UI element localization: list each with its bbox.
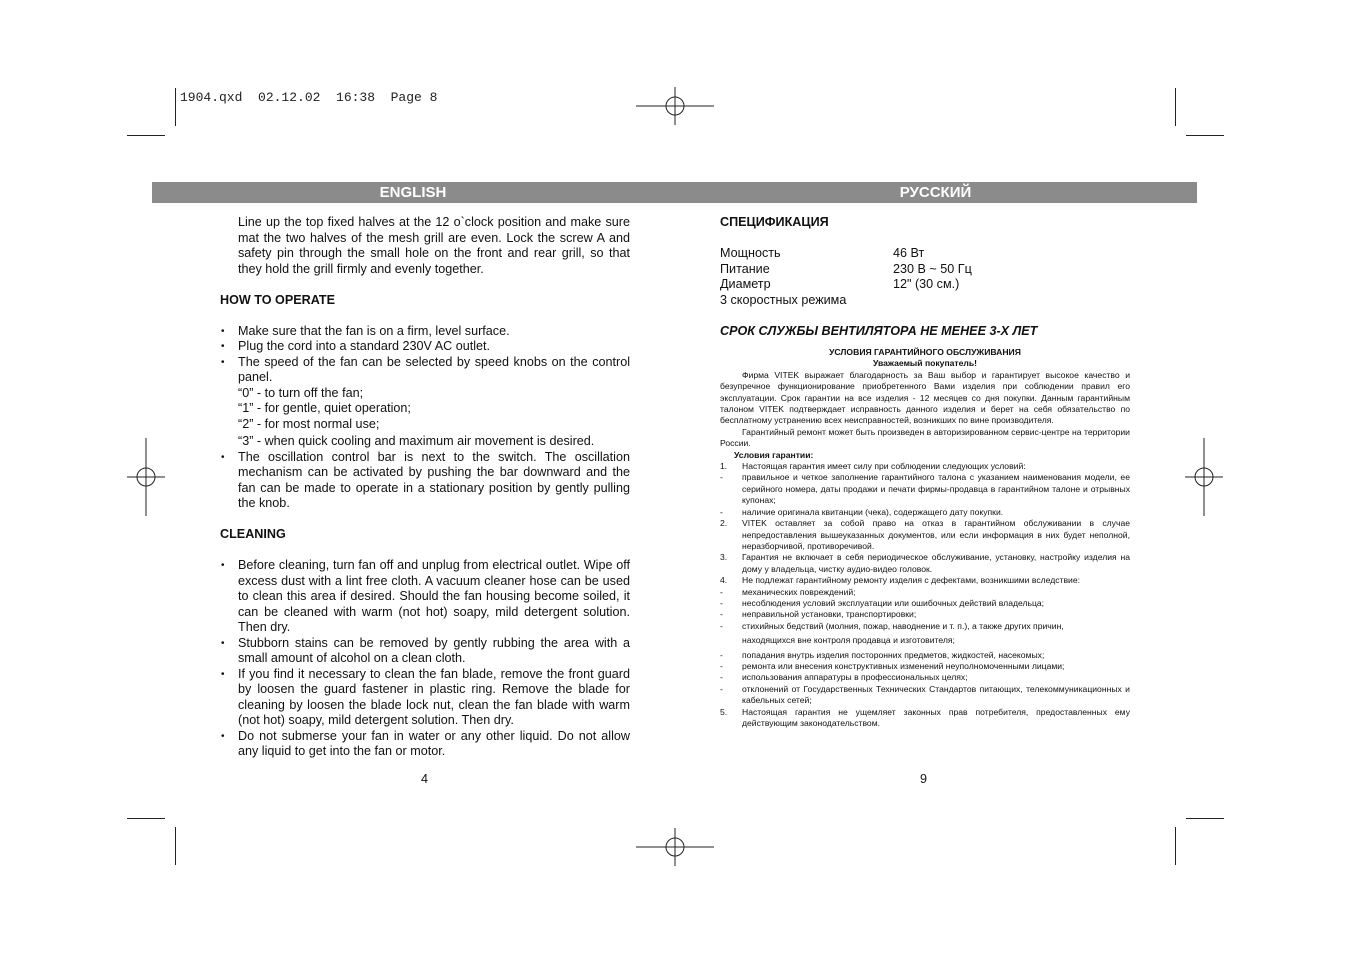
warranty-item: 2. VITEK оставляет за собой право на отказ в гарантийном обслуживании в случае непредоставления вышеуказанных документов, или если информация в них будет неполной, неразборчивой, противоречивой.	[720, 518, 1130, 551]
service-life-heading: СРОК СЛУЖБЫ ВЕНТИЛЯТОРА НЕ МЕНЕЕ 3-Х ЛЕТ	[720, 323, 1038, 338]
crop-mark	[1186, 135, 1224, 136]
bullet-icon: •	[221, 356, 225, 368]
crop-mark	[175, 827, 176, 865]
warranty-item: - наличие оригинала квитанции (чека), содержащего дату покупки.	[720, 506, 1004, 517]
cleaning-heading: CLEANING	[220, 527, 286, 541]
warranty-greeting: Уважаемый покупатель!	[872, 358, 978, 369]
warranty-item: - неправильной установки, транспортировки;	[720, 609, 917, 620]
registration-mark-icon	[636, 808, 714, 886]
list-item: • Before cleaning, turn fan off and unplug from electrical outlet. Wipe off excess dust with a lint free cloth. A vacuum cleaner hose can be used to clean this area if desired. Should the fan housing become soiled, it can be cleaned with warm (not hot) soapy, mild detergent solution. Then dry.	[221, 558, 630, 634]
how-to-operate-heading: HOW TO OPERATE	[220, 292, 335, 307]
specification-heading: СПЕЦИФИКАЦИЯ	[720, 215, 829, 229]
page-number-right: 9	[920, 772, 928, 786]
russian-column	[720, 215, 1130, 729]
bullet-icon: •	[221, 341, 225, 352]
registration-mark-icon	[107, 438, 185, 516]
speed-options	[220, 386, 630, 450]
warranty-paragraph: Фирма VITEK выражает благодарность за Ваш выбор и гарантирует высокое качество и безупречное функционирование приобретенного Вами изделия при соблюдении правил его эксплуатации. Срок гарантии на все изделия - 12 месяцев со дня покупки. Данным гарантийным талоном VITEK подтверждает исправность данного изделия и берет на себя обязательство по бесплатному устранению всех неисправностей, возникших по вине производителя.	[720, 369, 1130, 426]
warranty-item: 5. Настоящая гарантия не ущемляет законных прав потребителя, предоставленных ему действующим законодательством.	[720, 706, 1130, 728]
operate-list	[220, 324, 630, 512]
warranty-item: - стихийных бедствий (молния, пожар, наводнение и т. п.), а также других причин,	[720, 620, 1064, 631]
list-item: • If you find it necessary to clean the fan blade, remove the front guard by loosen the guard fastener in plastic ring. Remove the blade for cleaning by loosen the blade lock nut, clean the fan blade with warm (not hot) soapy, mild detergent solution. Then dry.	[221, 666, 630, 727]
warranty-item: - несоблюдения условий эксплуатации или ошибочных действий владельца;	[720, 597, 1045, 608]
crop-mark	[1175, 827, 1176, 865]
bullet-icon: •	[221, 730, 225, 742]
english-column	[220, 215, 630, 775]
registration-mark-icon	[1165, 438, 1243, 516]
conditions-heading: Условия гарантии:	[734, 449, 814, 460]
list-item: • Stubborn stains can be removed by gently rubbing the area with a small amount of alcohol on a clean cloth.	[221, 635, 630, 665]
list-item: • The speed of the fan can be selected by speed knobs on the control panel.	[221, 354, 630, 384]
warranty-item: 1. Настоящая гарантия имеет силу при соблюдении следующих условий:	[720, 461, 1026, 472]
bullet-icon: •	[221, 325, 225, 337]
warranty-item: - ремонта или внесения конструктивных изменений неуполномоченными лицами;	[720, 660, 1065, 671]
crop-mark	[127, 135, 165, 136]
registration-mark-icon	[636, 67, 714, 145]
warranty-item: - механических повреждений;	[720, 586, 856, 597]
crop-mark	[175, 88, 176, 126]
russian-section-title: РУССКИЙ	[899, 184, 972, 201]
spec-row: 3 скоростных режима	[720, 292, 847, 307]
crop-mark	[1186, 818, 1224, 819]
warranty-paragraph: Гарантийный ремонт может быть произведен в авторизированном сервис-центре на территории России.	[720, 426, 1130, 449]
speed-option: “2” - for most normal use;	[238, 416, 380, 431]
warranty-item: находящихся вне контроля продавца и изготовителя;	[742, 635, 955, 646]
bullet-icon: •	[221, 560, 225, 571]
bullet-icon: •	[221, 451, 225, 463]
warranty-item: - отклонений от Государственных Технических Стандартов питающих, телекоммуникационных и кабельных сетей;	[720, 683, 1130, 706]
cleaning-list	[220, 558, 630, 760]
bullet-icon: •	[221, 637, 225, 649]
warranty-block	[720, 347, 1130, 729]
bullet-icon: •	[221, 668, 225, 680]
warranty-item: 4. Не подлежат гарантийному ремонту изделия с дефектами, возникшими вследствие:	[720, 575, 1081, 586]
speed-option: “3” - when quick cooling and maximum air movement is desired.	[238, 434, 595, 448]
assembly-paragraph: Line up the top fixed halves at the 12 o`clock position and make sure mat the two halves of the mesh grill are even. Lock the screw A and safety pin through the small hole on the front and rear grill, so that they hold the grill firmly and evenly together.	[238, 215, 630, 276]
speed-option: “1” - for gentle, quiet operation;	[238, 401, 411, 415]
list-item: • Do not submerse your fan in water or any other liquid. Do not allow any liquid to get into the fan or motor.	[221, 728, 630, 758]
warranty-item: - использования аппаратуры в профессиональных целях;	[720, 672, 968, 683]
spec-row: Питание 230 В ~ 50 Гц	[720, 261, 972, 276]
english-section-title: ENGLISH	[379, 184, 447, 201]
spec-row: Мощность 46 Вт	[720, 246, 925, 260]
spec-row: Диаметр 12" (30 см.)	[720, 277, 960, 291]
file-slug: 1904.qxd 02.12.02 16:38 Page 8	[180, 90, 438, 105]
warranty-item: - правильное и четкое заполнение гарантийного талона с указанием наименования модели, ее серийного номера, даты продажи и печати фирмы-продавца в гарантийном талоне и отрывных купонах;	[720, 472, 1130, 506]
specification-table	[720, 246, 1130, 308]
speed-option: “0” - to turn off the fan;	[238, 385, 364, 400]
language-header-band	[152, 182, 1197, 203]
list-item: • The oscillation control bar is next to the switch. The oscillation mechanism can be activated by pushing the bar downward and the fan can be made to operate in a stationary position by gently pulling the knob.	[221, 449, 630, 510]
page-number-left: 4	[421, 772, 429, 786]
list-item: • Plug the cord into a standard 230V AC outlet.	[221, 339, 491, 353]
warranty-item: - попадания внутрь изделия посторонних предметов, жидкостей, насекомых;	[720, 649, 1045, 660]
list-item: • Make sure that the fan is on a firm, level surface.	[221, 323, 510, 338]
crop-mark	[127, 818, 165, 819]
warranty-item: 3. Гарантия не включает в себя периодическое обслуживание, установку, настройку изделия на дому у владельца, чистку аудио-видео головок.	[720, 552, 1130, 574]
crop-mark	[1175, 88, 1176, 126]
warranty-title: УСЛОВИЯ ГАРАНТИЙНОГО ОБСЛУЖИВАНИЯ	[829, 347, 1021, 357]
